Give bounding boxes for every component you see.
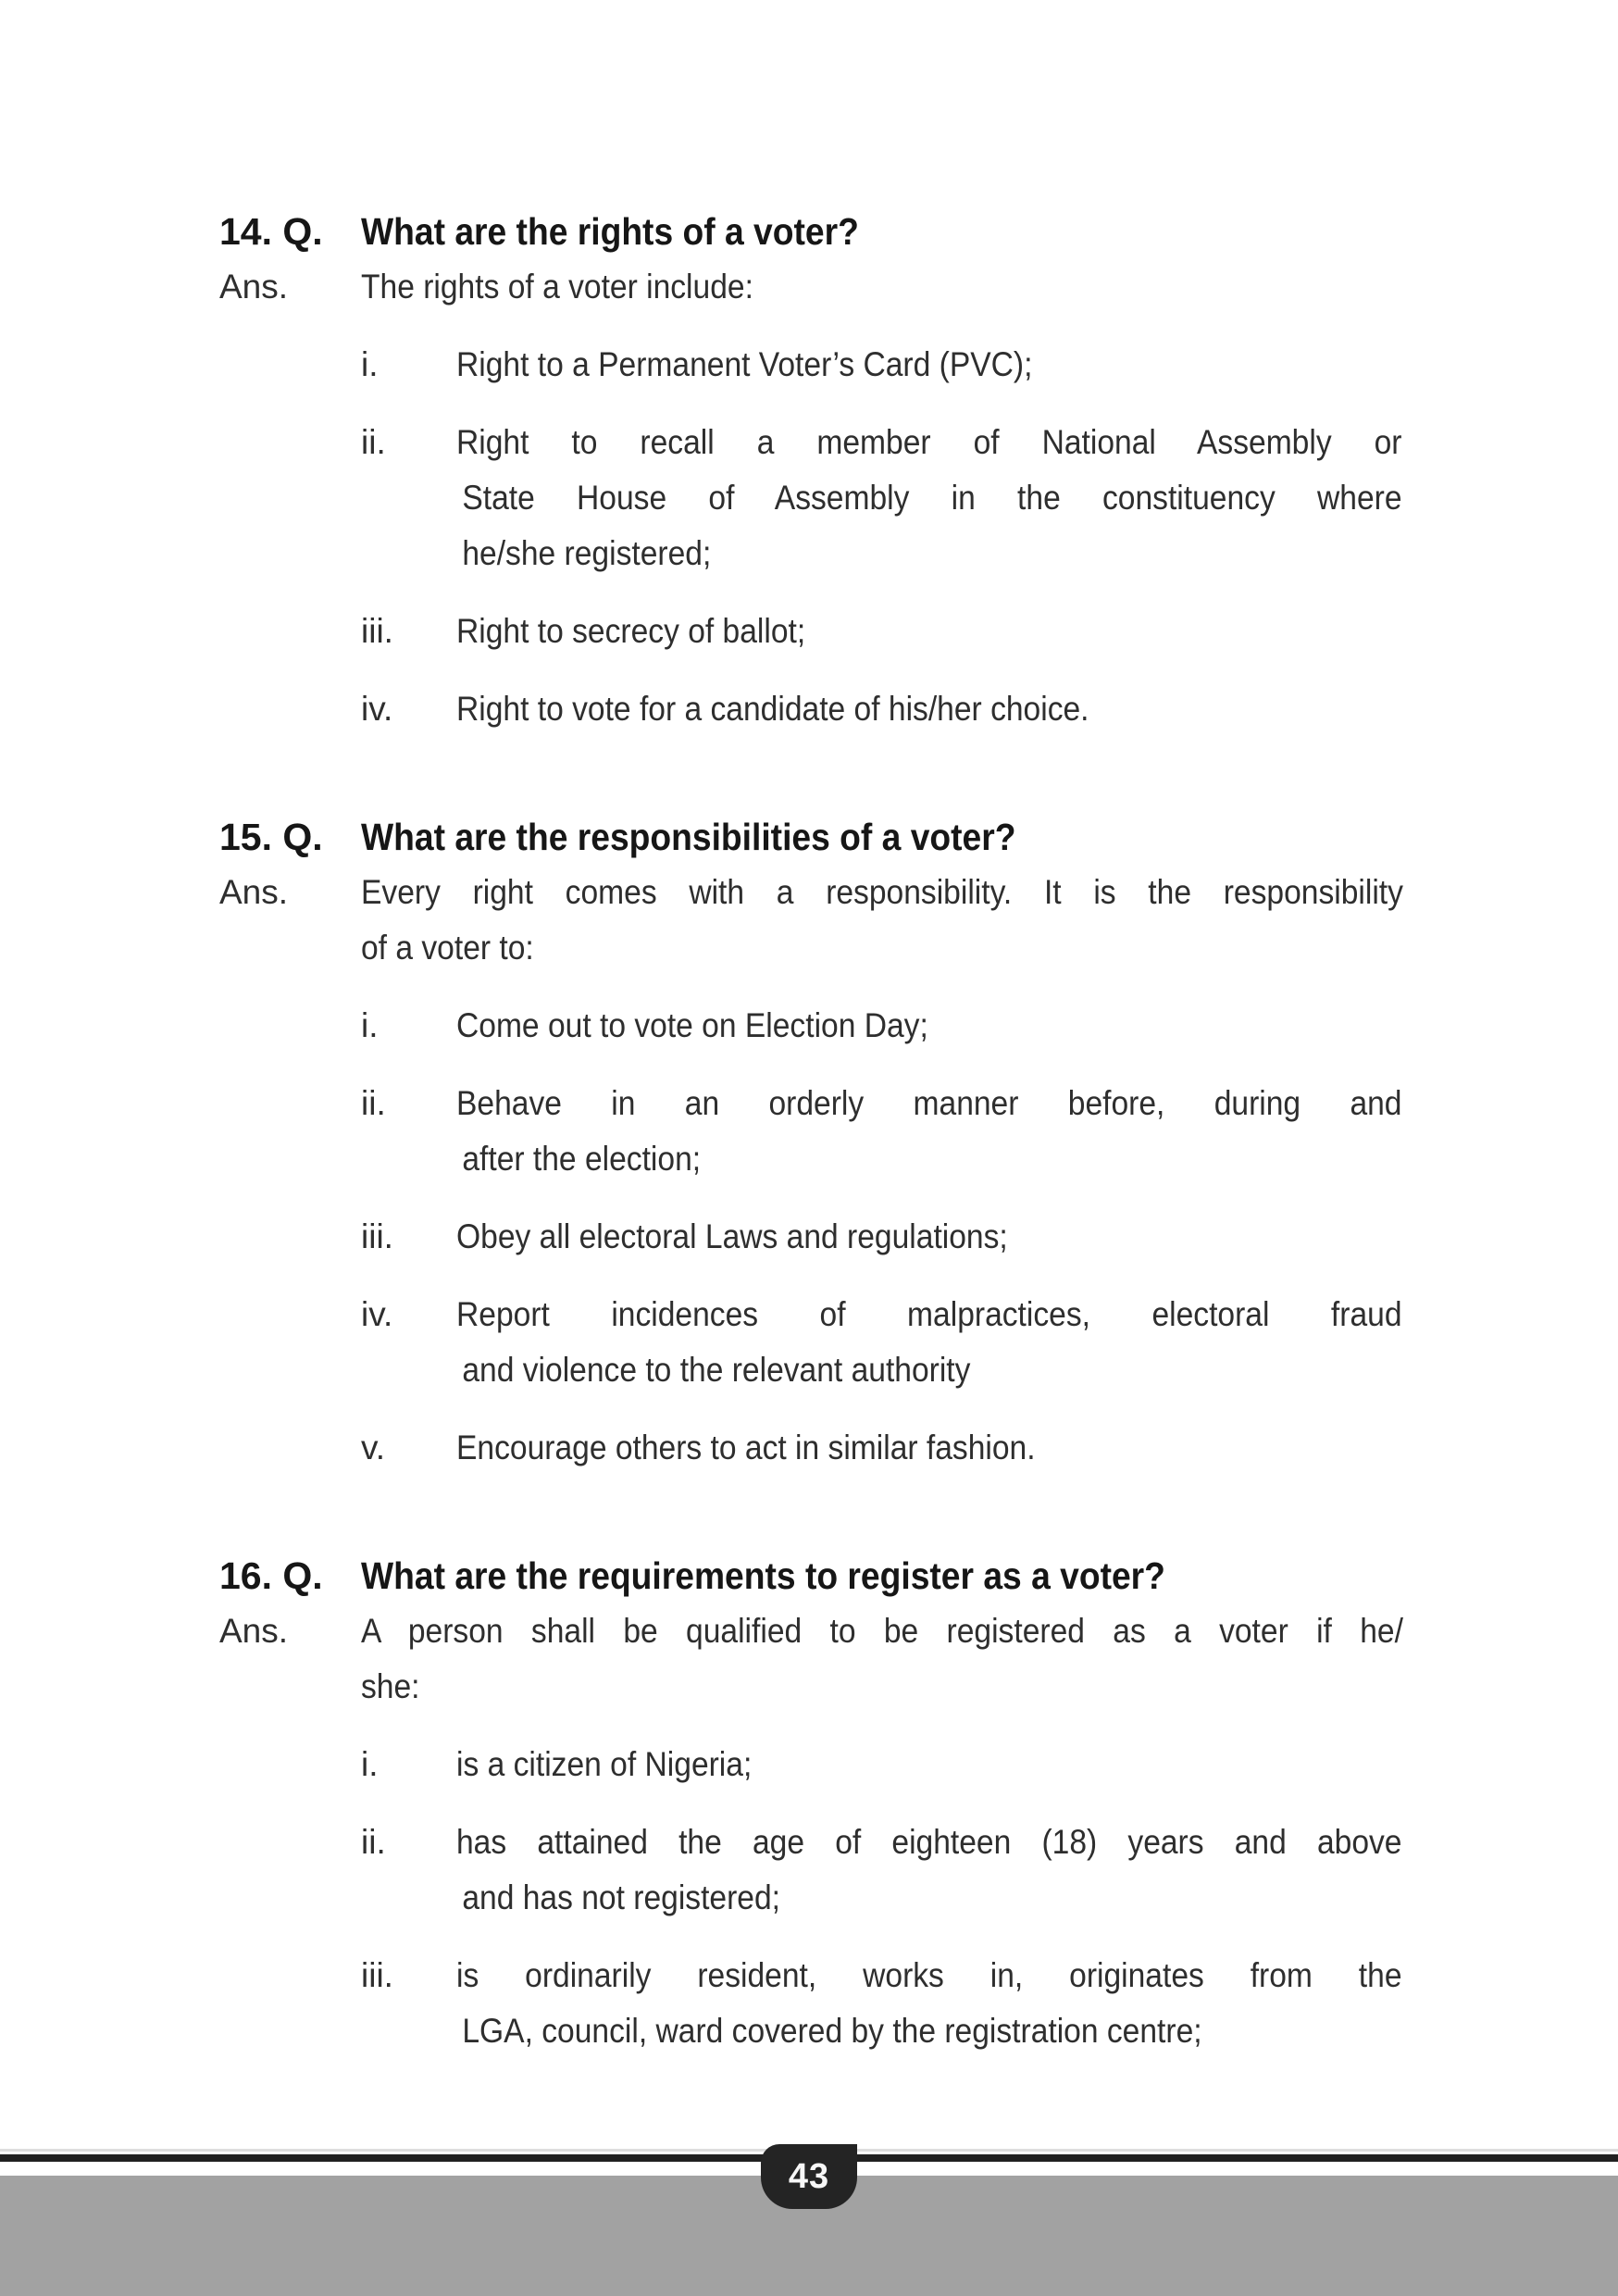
item-numeral: iv. — [361, 1295, 393, 1333]
list-item — [361, 1948, 1571, 2059]
item-text — [456, 415, 1402, 581]
item-line: Right to secrecy of ballot; — [456, 612, 806, 650]
item-line: Encourage others to act in similar fashion. — [456, 1429, 1036, 1466]
item-text — [456, 604, 1402, 659]
item-line: Right to a Permanent Voter’s Card (PVC); — [456, 345, 1033, 383]
item-numeral: i. — [361, 345, 379, 383]
item-line: after the election; — [462, 1140, 702, 1178]
item-numeral: ii. — [361, 1823, 386, 1861]
item-text — [456, 1287, 1402, 1398]
list-item — [361, 1737, 1571, 1792]
question-number-label: 15. Q. — [219, 816, 323, 858]
list-item — [361, 415, 1571, 581]
item-line: Behave in an orderly manner before, during and — [456, 1084, 1402, 1122]
answer-line: A person shall be qualified to be registered as a voter if he/ — [361, 1612, 1403, 1650]
answer-line: of a voter to: — [361, 929, 534, 967]
qa-block — [219, 1548, 1571, 2059]
qa-list — [219, 204, 1571, 2059]
question-text: What are the requirements to register as a voter? — [361, 1554, 1165, 1597]
item-text — [456, 1420, 1402, 1476]
answer-line: she: — [361, 1667, 420, 1705]
list-item — [361, 998, 1571, 1054]
answer-row — [219, 1603, 1571, 1715]
item-line: Right to recall a member of National Assembly or — [456, 423, 1402, 461]
item-line: Come out to vote on Election Day; — [456, 1006, 928, 1044]
question-number-label: 14. Q. — [219, 210, 323, 253]
item-line: and has not registered; — [462, 1878, 781, 1916]
list-item — [361, 1815, 1571, 1926]
question-row — [219, 1548, 1571, 1603]
question-text: What are the rights of a voter? — [361, 210, 859, 253]
item-numeral: i. — [361, 1006, 379, 1044]
item-numeral: v. — [361, 1429, 386, 1466]
item-text — [456, 1948, 1402, 2059]
answer-label: Ans. — [219, 873, 289, 911]
page-number: 43 — [788, 2156, 830, 2196]
list-item — [361, 681, 1571, 737]
answer-row — [219, 865, 1571, 976]
item-text — [456, 1737, 1402, 1792]
item-line: State House of Assembly in the constituency where — [462, 479, 1402, 517]
item-line: is a citizen of Nigeria; — [456, 1745, 753, 1783]
item-line: Right to vote for a candidate of his/her choice. — [456, 690, 1089, 728]
answer-line: Every right comes with a responsibility. It is the responsibility — [361, 873, 1403, 911]
item-numeral: i. — [361, 1745, 379, 1783]
item-numeral: iii. — [361, 612, 393, 650]
item-numeral: iv. — [361, 690, 393, 728]
list-item — [361, 1209, 1571, 1265]
item-numeral: iii. — [361, 1956, 393, 1994]
answer-row — [219, 259, 1571, 315]
question-row — [219, 204, 1571, 259]
list-item — [361, 1076, 1571, 1187]
list-item — [361, 1420, 1571, 1476]
item-line: has attained the age of eighteen (18) years and above — [456, 1823, 1402, 1861]
answer-label: Ans. — [219, 1612, 289, 1650]
item-numeral: ii. — [361, 423, 386, 461]
item-line: he/she registered; — [462, 534, 712, 572]
question-row — [219, 809, 1571, 865]
answer-text — [361, 1603, 1403, 1715]
item-line: is ordinarily resident, works in, originates from the — [456, 1956, 1402, 1994]
item-text — [456, 1076, 1402, 1187]
item-numeral: iii. — [361, 1217, 393, 1255]
item-line: Obey all electoral Laws and regulations; — [456, 1217, 1008, 1255]
item-text — [456, 337, 1402, 393]
item-line: LGA, council, ward covered by the registration centre; — [462, 2012, 1202, 2050]
qa-block — [219, 204, 1571, 737]
item-numeral: ii. — [361, 1084, 386, 1122]
answer-label: Ans. — [219, 268, 289, 306]
qa-block — [219, 809, 1571, 1476]
question-number-label: 16. Q. — [219, 1554, 323, 1597]
page-number-badge — [761, 2144, 857, 2209]
list-item — [361, 1287, 1571, 1398]
answer-text — [361, 865, 1403, 976]
item-text — [456, 1209, 1402, 1265]
answer-line: The rights of a voter include: — [361, 268, 753, 306]
item-text — [456, 998, 1402, 1054]
answer-text — [361, 259, 1403, 315]
question-text: What are the responsibilities of a voter? — [361, 816, 1016, 858]
item-line: and violence to the relevant authority — [462, 1351, 971, 1389]
list-item — [361, 604, 1571, 659]
item-text — [456, 681, 1402, 737]
item-text — [456, 1815, 1402, 1926]
item-line: Report incidences of malpractices, electoral fraud — [456, 1295, 1402, 1333]
list-item — [361, 337, 1571, 393]
